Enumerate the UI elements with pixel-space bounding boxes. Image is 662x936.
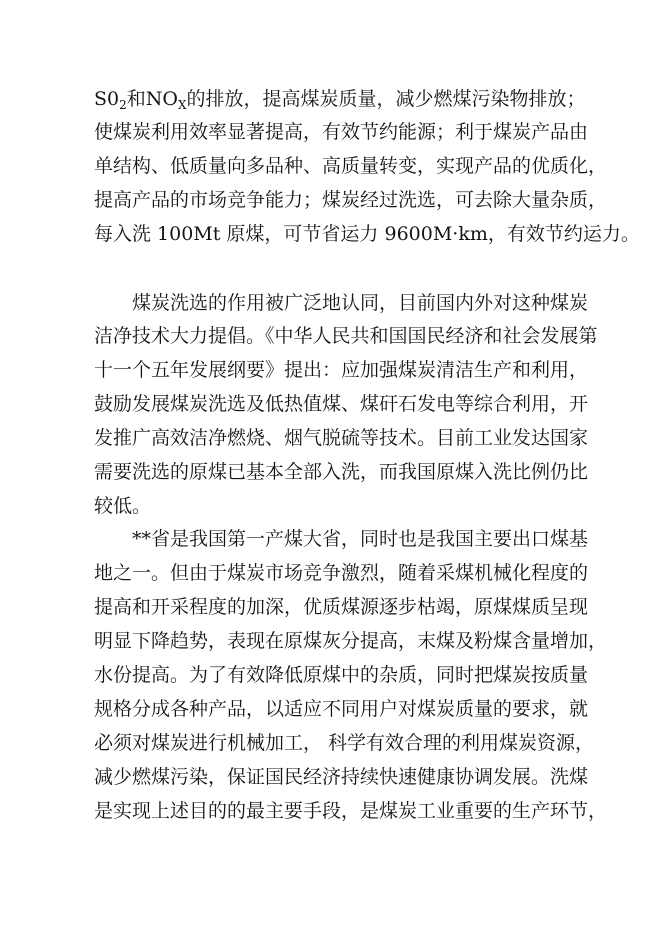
paragraph-3-line-9: 是实现上述目的的最主要手段，是煤炭工业重要的生产环节，	[94, 800, 608, 822]
so2-text: S0	[94, 88, 120, 110]
paragraph-2-line-1: 煤炭洗选的作用被广泛地认同，目前国内外对这种煤炭	[132, 292, 589, 314]
paragraph-2-line-7: 较低。	[94, 495, 152, 517]
paragraph-1-line-1	[94, 84, 586, 114]
paragraph-3-line-7: 必须对煤炭进行机械加工， 科学有效合理的利用煤炭资源，	[94, 732, 595, 754]
so2-subscript: 2	[119, 98, 127, 112]
nox-subscript: X	[177, 98, 187, 112]
paragraph-2-line-4: 鼓励发展煤炭洗选及低热值煤、煤矸石发电等综合利用，开	[94, 393, 589, 415]
paragraph-3-line-6: 规格分成各种产品，以适应不同用户对煤炭质量的要求，就	[94, 698, 589, 720]
paragraph-3-line-3: 提高和开采程度的加深，优质煤源逐步枯竭，原煤煤质呈现	[94, 596, 589, 618]
paragraph-3-line-1: **省是我国第一产煤大省，同时也是我国主要出口煤基	[132, 528, 589, 550]
paragraph-3-line-5: 水份提高。为了有效降低原煤中的杂质，同时把煤炭按质量	[94, 664, 589, 686]
paragraph-3-line-4: 明显下降趋势，表现在原煤灰分提高，末煤及粉煤含量增加，	[94, 630, 608, 652]
paragraph-2-line-6: 需要洗选的原煤已基本全部入洗，而我国原煤入洗比例仍比	[94, 461, 589, 483]
paragraph-3-line-2: 地之一。但由于煤炭市场竞争激烈，随着采煤机械化程度的	[94, 562, 589, 584]
paragraph-1-line-2: 使煤炭利用效率显著提高，有效节约能源；利于煤炭产品由	[94, 121, 589, 143]
nox-formula	[146, 88, 187, 110]
nox-text: NO	[145, 88, 178, 110]
paragraph-2-line-2: 洁净技术大力提倡。《中华人民共和国国民经济和社会发展第	[94, 325, 598, 347]
so2-formula	[94, 88, 127, 110]
paragraph-3-line-8: 减少燃煤污染，保证国民经济持续快速健康协调发展。洗煤	[94, 766, 589, 788]
paragraph-1-line-5: 每入洗 100Mt 原煤，可节省运力 9600M·km，有效节约运力。	[94, 223, 640, 245]
paragraph-2-line-5: 发推广高效洁净燃烧、烟气脱硫等技术。目前工业发达国家	[94, 427, 589, 449]
line-rest-text: 的排放，提高煤炭质量，减少燃煤污染物排放；	[186, 88, 586, 110]
paragraph-1-line-4: 提高产品的市场竞争能力；煤炭经过洗选，可去除大量杂质，	[94, 189, 608, 211]
and-text: 和	[126, 88, 146, 110]
paragraph-2-line-3: 十一个五年发展纲要》提出：应加强煤炭清洁生产和利用，	[94, 359, 589, 381]
paragraph-1-line-3: 单结构、低质量向多品种、高质量转变，实现产品的优质化，	[94, 155, 608, 177]
